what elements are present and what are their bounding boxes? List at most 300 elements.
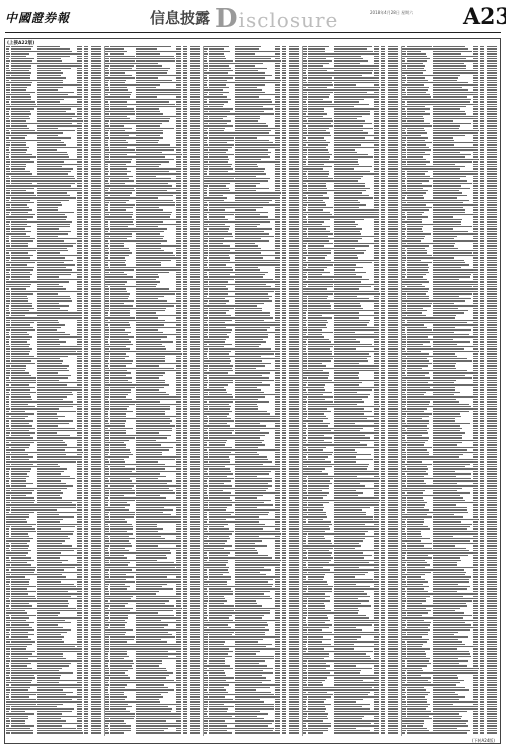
table-cell-text bbox=[6, 272, 9, 273]
table-cell-text bbox=[11, 262, 35, 263]
table-cell-text bbox=[84, 442, 88, 443]
table-cell-text bbox=[11, 440, 38, 441]
table-cell-text bbox=[37, 46, 60, 47]
table-cell-text bbox=[6, 142, 10, 143]
table-cell-text bbox=[91, 161, 101, 162]
table-cell-text bbox=[6, 214, 9, 215]
table-cell-text bbox=[91, 180, 101, 181]
table-cell-text bbox=[84, 154, 88, 155]
table-cell-text bbox=[77, 262, 82, 263]
table-cell-text bbox=[11, 68, 31, 69]
table-cell-text bbox=[37, 476, 70, 477]
table-cell-text bbox=[91, 447, 101, 448]
table-cell-text bbox=[37, 466, 60, 467]
table-cell-text bbox=[77, 161, 82, 162]
table-cell-text bbox=[11, 300, 28, 301]
table-cell-text bbox=[84, 281, 88, 282]
table-cell-text bbox=[6, 130, 9, 131]
table-cell-text bbox=[84, 248, 88, 249]
table-cell-text bbox=[37, 312, 80, 313]
table-cell-text bbox=[11, 370, 25, 371]
table-cell-text bbox=[11, 200, 30, 201]
table-cell-text bbox=[91, 260, 101, 261]
table-cell-text bbox=[77, 224, 82, 225]
table-cell-text bbox=[84, 425, 88, 426]
table-cell-text bbox=[37, 77, 66, 78]
table-cell-text bbox=[37, 317, 77, 318]
table-cell-text bbox=[77, 63, 82, 64]
table-cell-text bbox=[91, 394, 101, 395]
table-cell-text bbox=[91, 252, 101, 253]
table-cell-text bbox=[37, 68, 71, 69]
table-cell-text bbox=[6, 89, 10, 90]
table-cell-text bbox=[37, 447, 81, 448]
table-cell-text bbox=[11, 324, 30, 325]
table-cell-text bbox=[77, 288, 82, 289]
table-cell-text bbox=[6, 464, 10, 465]
table-cell-text bbox=[91, 92, 101, 93]
table-cell-text bbox=[77, 236, 82, 237]
table-cell-text bbox=[77, 257, 82, 258]
table-cell-text bbox=[37, 204, 62, 205]
table-cell-text bbox=[84, 111, 88, 112]
table-cell-text bbox=[37, 464, 58, 465]
table-cell-text bbox=[91, 152, 101, 153]
table-cell-text bbox=[37, 96, 79, 97]
table-cell-text bbox=[84, 478, 88, 479]
table-cell-text bbox=[84, 380, 88, 381]
table-cell-text bbox=[11, 480, 26, 481]
table-cell-text bbox=[11, 123, 37, 124]
table-cell-text bbox=[6, 168, 10, 169]
table-cell-text bbox=[77, 387, 82, 388]
table-cell-text bbox=[77, 243, 82, 244]
table-cell-text bbox=[6, 224, 9, 225]
table-cell-text bbox=[11, 425, 32, 426]
table-cell-text bbox=[37, 168, 73, 169]
table-cell-text bbox=[91, 284, 101, 285]
table-cell-text bbox=[11, 382, 36, 383]
table-cell-text bbox=[77, 228, 82, 229]
table-cell-text bbox=[84, 284, 88, 285]
table-cell-text bbox=[77, 476, 82, 477]
table-cell-text bbox=[6, 363, 11, 364]
table-cell-text bbox=[91, 250, 101, 251]
table-cell-text bbox=[37, 166, 62, 167]
table-cell-text bbox=[91, 231, 101, 232]
table-cell-text bbox=[37, 80, 63, 81]
table-cell-text bbox=[11, 178, 38, 179]
table-cell-text bbox=[6, 53, 10, 54]
table-cell-text bbox=[37, 267, 66, 268]
table-cell-text bbox=[77, 425, 82, 426]
table-cell-text bbox=[6, 399, 9, 400]
table-cell-text bbox=[91, 87, 101, 88]
table-cell-text bbox=[37, 310, 68, 311]
table-cell-text bbox=[37, 257, 65, 258]
table-cell-text bbox=[77, 125, 82, 126]
table-cell-text bbox=[37, 404, 82, 405]
table-cell-text bbox=[6, 471, 9, 472]
table-cell-text bbox=[91, 274, 101, 275]
table-cell-text bbox=[37, 440, 63, 441]
table-cell-text bbox=[11, 164, 26, 165]
table-cell-text bbox=[77, 252, 82, 253]
table-cell-text bbox=[11, 118, 30, 119]
table-cell-text bbox=[37, 416, 65, 417]
table-cell-text bbox=[84, 464, 88, 465]
table-cell-text bbox=[11, 281, 38, 282]
table-cell-text bbox=[84, 243, 88, 244]
table-cell-text bbox=[77, 291, 82, 292]
table-cell-text bbox=[11, 245, 28, 246]
table-cell-text bbox=[11, 99, 31, 100]
table-cell-text bbox=[77, 274, 82, 275]
table-cell-text bbox=[77, 267, 82, 268]
table-cell-text bbox=[91, 315, 101, 316]
table-cell-text bbox=[77, 473, 82, 474]
table-cell-text bbox=[11, 142, 26, 143]
table-cell-text bbox=[84, 447, 88, 448]
table-cell-text bbox=[91, 288, 101, 289]
table-cell-text bbox=[37, 53, 77, 54]
table-cell-text bbox=[91, 82, 101, 83]
table-cell-text bbox=[11, 51, 37, 52]
table-cell-text bbox=[91, 219, 101, 220]
table-cell-text bbox=[11, 188, 34, 189]
table-cell-text bbox=[11, 461, 37, 462]
table-cell-text bbox=[77, 406, 82, 407]
table-cell-text bbox=[6, 452, 10, 453]
table-cell-text bbox=[91, 360, 101, 361]
table-cell-text bbox=[91, 53, 101, 54]
table-cell-text bbox=[84, 113, 88, 114]
table-cell-text bbox=[11, 298, 28, 299]
table-cell-text bbox=[11, 137, 25, 138]
table-cell-text bbox=[77, 87, 82, 88]
table-cell-text bbox=[37, 420, 73, 421]
table-cell-text bbox=[77, 166, 82, 167]
table-cell-text bbox=[91, 159, 101, 160]
table-cell-text bbox=[11, 404, 28, 405]
table-cell-text bbox=[77, 60, 82, 61]
table-cell-text bbox=[11, 209, 32, 210]
table-cell-text bbox=[6, 291, 10, 292]
table-cell-text bbox=[84, 240, 88, 241]
table-cell-text bbox=[84, 456, 88, 457]
table-cell-text bbox=[91, 387, 101, 388]
table-cell-text bbox=[11, 456, 33, 457]
table-cell-text bbox=[84, 147, 88, 148]
table-cell-text bbox=[37, 449, 65, 450]
table-cell-text bbox=[91, 370, 101, 371]
table-cell-text bbox=[91, 341, 101, 342]
table-cell-text bbox=[37, 89, 58, 90]
table-cell-text bbox=[91, 216, 101, 217]
table-cell-text bbox=[91, 329, 101, 330]
table-cell-text bbox=[84, 130, 88, 131]
table-cell-text bbox=[91, 226, 101, 227]
table-cell-text bbox=[11, 77, 30, 78]
table-cell-text bbox=[37, 178, 75, 179]
table-cell-text bbox=[84, 72, 88, 73]
table-cell-text bbox=[37, 248, 67, 249]
table-cell-text bbox=[84, 101, 88, 102]
table-cell-text bbox=[91, 142, 101, 143]
table-cell-text bbox=[37, 238, 79, 239]
table-cell-text bbox=[77, 111, 82, 112]
table-cell-text bbox=[91, 147, 101, 148]
table-cell-text bbox=[91, 380, 101, 381]
table-cell-text bbox=[6, 137, 9, 138]
table-cell-text bbox=[77, 430, 82, 431]
table-cell-text bbox=[6, 51, 9, 52]
table-cell-text bbox=[91, 120, 101, 121]
table-cell-text bbox=[6, 370, 10, 371]
table-cell-text bbox=[77, 183, 82, 184]
table-cell-text bbox=[91, 94, 101, 95]
table-cell-text bbox=[6, 344, 9, 345]
table-cell-text bbox=[11, 394, 30, 395]
table-cell-text bbox=[11, 250, 36, 251]
table-cell-text bbox=[84, 183, 88, 184]
table-cell-text bbox=[77, 185, 82, 186]
table-cell-text bbox=[6, 274, 10, 275]
table-cell-text bbox=[91, 236, 101, 237]
table-cell-text bbox=[6, 329, 10, 330]
table-cell-text bbox=[91, 99, 101, 100]
table-cell-text bbox=[6, 269, 10, 270]
table-cell-text bbox=[11, 183, 32, 184]
table-cell-text bbox=[37, 346, 78, 347]
table-cell-text bbox=[91, 75, 101, 76]
table-cell-text bbox=[6, 87, 10, 88]
table-cell-text bbox=[91, 312, 101, 313]
table-cell-text bbox=[84, 293, 88, 294]
table-cell-text bbox=[11, 488, 38, 489]
table-cell-text bbox=[77, 72, 82, 73]
table-cell-text bbox=[11, 65, 31, 66]
table-cell-text bbox=[91, 322, 101, 323]
table-cell-text bbox=[11, 327, 33, 328]
table-cell-text bbox=[6, 473, 9, 474]
table-cell-text bbox=[37, 269, 72, 270]
table-cell-text bbox=[37, 432, 57, 433]
table-cell-text bbox=[91, 324, 101, 325]
table-cell-text bbox=[6, 255, 10, 256]
table-cell-text bbox=[91, 413, 101, 414]
table-cell-text bbox=[91, 317, 101, 318]
table-cell-text bbox=[77, 123, 82, 124]
table-cell-text bbox=[37, 144, 66, 145]
table-cell-text bbox=[37, 84, 77, 85]
table-cell-text bbox=[77, 408, 82, 409]
table-cell-text bbox=[37, 185, 71, 186]
table-cell-text bbox=[84, 341, 88, 342]
table-cell-text bbox=[11, 466, 39, 467]
table-cell-text bbox=[84, 190, 88, 191]
table-cell-text bbox=[77, 89, 82, 90]
table-cell-text bbox=[6, 154, 9, 155]
table-cell-text bbox=[11, 207, 29, 208]
table-cell-text bbox=[91, 336, 101, 337]
table-cell-text bbox=[77, 368, 82, 369]
table-cell-text bbox=[77, 144, 82, 145]
table-cell-text bbox=[91, 176, 101, 177]
table-cell-text bbox=[84, 327, 88, 328]
table-cell-text bbox=[91, 399, 101, 400]
table-cell-text bbox=[6, 485, 10, 486]
table-cell-text bbox=[6, 70, 10, 71]
table-cell-text bbox=[37, 377, 68, 378]
table-cell-text bbox=[91, 416, 101, 417]
table-cell-text bbox=[84, 413, 88, 414]
table-cell-text bbox=[6, 63, 9, 64]
table-cell-text bbox=[91, 286, 101, 287]
table-cell-text bbox=[6, 334, 9, 335]
table-cell-text bbox=[77, 375, 82, 376]
table-cell-text bbox=[37, 459, 78, 460]
table-cell-text bbox=[11, 156, 36, 157]
table-cell-text bbox=[11, 449, 25, 450]
table-cell-text bbox=[6, 135, 11, 136]
continued-from-label: (上接A22版) bbox=[7, 40, 34, 46]
table-cell-text bbox=[11, 468, 31, 469]
table-cell-text bbox=[77, 420, 82, 421]
table-cell-text bbox=[37, 454, 66, 455]
table-cell-text bbox=[37, 305, 69, 306]
table-cell-text bbox=[37, 406, 73, 407]
table-cell-text bbox=[84, 312, 88, 313]
table-cell-text bbox=[37, 118, 72, 119]
table-cell-text bbox=[77, 188, 82, 189]
table-cell-text bbox=[77, 272, 82, 273]
table-cell-text bbox=[84, 231, 88, 232]
table-cell-text bbox=[6, 152, 10, 153]
table-cell-text bbox=[6, 336, 10, 337]
table-cell-text bbox=[91, 238, 101, 239]
table-cell-text bbox=[6, 104, 10, 105]
table-cell-text bbox=[84, 178, 88, 179]
table-cell-text bbox=[11, 92, 35, 93]
table-cell-text bbox=[11, 96, 31, 97]
table-cell-text bbox=[37, 188, 79, 189]
table-cell-text bbox=[77, 377, 82, 378]
table-cell-text bbox=[91, 207, 101, 208]
table-cell-text bbox=[84, 351, 88, 352]
section-title-english bbox=[215, 4, 338, 34]
table-cell-text bbox=[84, 401, 88, 402]
table-cell-text bbox=[91, 212, 101, 213]
table-cell-text bbox=[6, 166, 9, 167]
table-cell-text bbox=[84, 368, 88, 369]
table-cell-text bbox=[91, 368, 101, 369]
table-cell-text bbox=[37, 286, 63, 287]
table-cell-text bbox=[77, 197, 82, 198]
table-cell-text bbox=[84, 219, 88, 220]
table-cell-text bbox=[11, 435, 30, 436]
table-cell-text bbox=[77, 106, 82, 107]
table-cell-text bbox=[84, 128, 88, 129]
table-cell-text bbox=[84, 159, 88, 160]
table-cell-text bbox=[77, 149, 82, 150]
table-cell-text bbox=[37, 315, 79, 316]
table-cell-text bbox=[84, 360, 88, 361]
table-cell-text bbox=[37, 334, 70, 335]
table-cell-text bbox=[6, 447, 9, 448]
table-cell-text bbox=[84, 135, 88, 136]
table-cell-text bbox=[77, 370, 82, 371]
table-cell-text bbox=[6, 231, 10, 232]
table-cell-text bbox=[37, 65, 82, 66]
table-cell-text bbox=[11, 190, 26, 191]
table-cell-text bbox=[84, 480, 88, 481]
table-cell-text bbox=[11, 411, 25, 412]
table-cell-text bbox=[37, 156, 69, 157]
table-cell-text bbox=[37, 351, 76, 352]
table-cell-text bbox=[11, 260, 38, 261]
table-cell-text bbox=[37, 435, 70, 436]
table-cell-text bbox=[6, 303, 10, 304]
table-cell-text bbox=[37, 281, 69, 282]
table-cell-text bbox=[84, 416, 88, 417]
table-cell-text bbox=[37, 411, 76, 412]
table-cell-text bbox=[84, 51, 88, 52]
table-cell-text bbox=[91, 303, 101, 304]
table-cell-text bbox=[11, 128, 29, 129]
table-cell-text bbox=[84, 408, 88, 409]
table-cell-text bbox=[84, 322, 88, 323]
table-cell-text bbox=[84, 207, 88, 208]
table-cell-text bbox=[11, 233, 26, 234]
table-cell-text bbox=[6, 408, 10, 409]
table-cell-text bbox=[84, 272, 88, 273]
table-cell-text bbox=[91, 430, 101, 431]
table-cell-text bbox=[37, 171, 71, 172]
table-cell-text bbox=[77, 315, 82, 316]
table-cell-text bbox=[84, 140, 88, 141]
table-cell-text bbox=[37, 365, 69, 366]
table-cell-text bbox=[11, 442, 34, 443]
table-cell-text bbox=[84, 238, 88, 239]
table-cell-text bbox=[6, 123, 10, 124]
table-cell-text bbox=[6, 406, 9, 407]
table-cell-text bbox=[77, 46, 82, 47]
table-cell-text bbox=[77, 156, 82, 157]
table-cell-text bbox=[6, 238, 9, 239]
table-cell-text bbox=[11, 363, 35, 364]
table-cell-text bbox=[84, 298, 88, 299]
table-cell-text bbox=[77, 92, 82, 93]
table-cell-text bbox=[6, 296, 10, 297]
table-cell-text bbox=[91, 116, 101, 117]
table-cell-text bbox=[91, 123, 101, 124]
table-cell-text bbox=[37, 480, 61, 481]
table-cell-text bbox=[91, 195, 101, 196]
table-cell-text bbox=[91, 471, 101, 472]
table-cell-text bbox=[91, 108, 101, 109]
table-cell-text bbox=[6, 96, 10, 97]
table-cell-text bbox=[91, 168, 101, 169]
table-cell-text bbox=[84, 423, 88, 424]
table-cell-text bbox=[77, 216, 82, 217]
table-cell-text bbox=[84, 332, 88, 333]
table-cell-text bbox=[84, 372, 88, 373]
table-cell-text bbox=[91, 468, 101, 469]
table-cell-text bbox=[11, 154, 32, 155]
table-cell-text bbox=[84, 255, 88, 256]
table-cell-text bbox=[84, 334, 88, 335]
